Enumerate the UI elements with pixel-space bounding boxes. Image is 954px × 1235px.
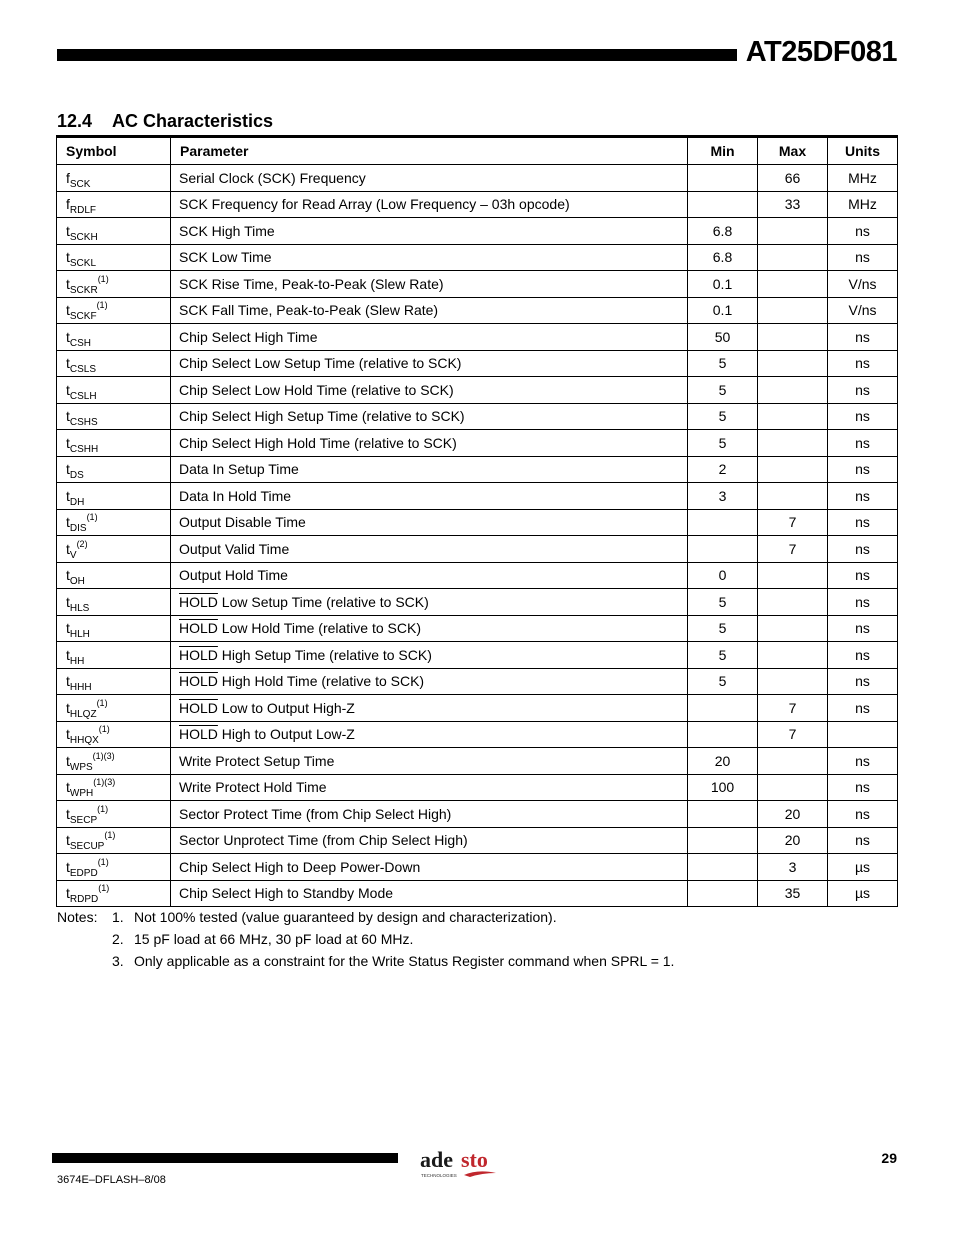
units-cell: ns bbox=[828, 642, 898, 669]
min-cell bbox=[688, 536, 758, 563]
parameter-cell bbox=[171, 854, 688, 881]
page-number: 29 bbox=[881, 1150, 897, 1166]
symbol-subscript: CSHS bbox=[69, 417, 98, 429]
svg-text:ade: ade bbox=[420, 1148, 453, 1172]
max-cell bbox=[758, 483, 828, 510]
symbol-letter: t bbox=[66, 355, 70, 372]
max-cell bbox=[758, 324, 828, 351]
parameter-cell bbox=[171, 403, 688, 430]
symbol-subscript: HLH bbox=[69, 629, 90, 641]
units-cell: ns bbox=[828, 562, 898, 589]
symbol-cell bbox=[57, 695, 171, 722]
parameter-text: SCK Fall Time, Peak-to-Peak (Slew Rate) bbox=[179, 302, 439, 319]
max-cell: 7 bbox=[758, 695, 828, 722]
parameter-cell bbox=[171, 456, 688, 483]
parameter-text: SCK High Time bbox=[179, 222, 275, 239]
units-cell: ns bbox=[828, 218, 898, 245]
max-cell bbox=[758, 774, 828, 801]
parameter-cell bbox=[171, 562, 688, 589]
parameter-cell bbox=[171, 827, 688, 854]
min-cell: 0 bbox=[688, 562, 758, 589]
min-cell: 5 bbox=[688, 377, 758, 404]
table-row bbox=[57, 721, 898, 748]
document-title: AT25DF081 bbox=[745, 36, 897, 68]
symbol-subscript: WPS bbox=[69, 761, 93, 773]
min-cell bbox=[688, 165, 758, 192]
units-cell: MHz bbox=[828, 191, 898, 218]
hold-signal-label: HOLD bbox=[179, 673, 218, 690]
table-row bbox=[57, 271, 898, 298]
parameter-text: Serial Clock (SCK) Frequency bbox=[179, 169, 366, 186]
symbol-subscript: HHQX bbox=[69, 735, 99, 747]
table-row bbox=[57, 801, 898, 828]
symbol-letter: t bbox=[66, 249, 70, 266]
parameter-text: Output Valid Time bbox=[179, 540, 290, 557]
symbol-subscript: WPH bbox=[69, 788, 94, 800]
min-cell: 100 bbox=[688, 774, 758, 801]
parameter-text: High Hold Time (relative to SCK) bbox=[217, 673, 425, 690]
parameter-text: High Setup Time (relative to SCK) bbox=[217, 646, 432, 663]
table-row bbox=[57, 854, 898, 881]
symbol-letter: t bbox=[66, 567, 70, 584]
parameter-cell bbox=[171, 695, 688, 722]
parameter-text: Data In Setup Time bbox=[179, 461, 299, 478]
units-cell: ns bbox=[828, 615, 898, 642]
symbol-cell bbox=[57, 403, 171, 430]
hold-signal-label: HOLD bbox=[179, 726, 218, 743]
table-row bbox=[57, 562, 898, 589]
note-text: 15 pF load at 66 MHz, 30 pF load at 60 MHz. bbox=[134, 931, 414, 947]
parameter-cell bbox=[171, 165, 688, 192]
symbol-letter: t bbox=[66, 779, 70, 796]
symbol-note-ref: (1) bbox=[104, 830, 116, 841]
symbol-letter: t bbox=[66, 487, 70, 504]
hold-signal-label: HOLD bbox=[179, 699, 218, 716]
symbol-subscript: HH bbox=[69, 655, 85, 667]
max-cell: 7 bbox=[758, 721, 828, 748]
symbol-note-ref: (1) bbox=[97, 856, 109, 867]
parameter-cell bbox=[171, 244, 688, 271]
parameter-text: Chip Select High to Deep Power-Down bbox=[179, 858, 421, 875]
note-number: 1. bbox=[112, 909, 124, 925]
table-row bbox=[57, 430, 898, 457]
symbol-subscript: CSLS bbox=[69, 364, 97, 376]
units-cell: ns bbox=[828, 668, 898, 695]
max-cell bbox=[758, 271, 828, 298]
adesto-logo bbox=[420, 1148, 502, 1185]
units-cell: MHz bbox=[828, 165, 898, 192]
min-cell: 5 bbox=[688, 642, 758, 669]
symbol-letter: t bbox=[66, 328, 70, 345]
parameter-cell bbox=[171, 668, 688, 695]
note-text: Only applicable as a constraint for the Write Status Register command when SPRL = 1. bbox=[134, 953, 675, 969]
table-row bbox=[57, 774, 898, 801]
table-row bbox=[57, 218, 898, 245]
symbol-cell bbox=[57, 774, 171, 801]
units-cell: ns bbox=[828, 509, 898, 536]
note-number: 2. bbox=[112, 931, 124, 947]
table-row bbox=[57, 244, 898, 271]
symbol-cell bbox=[57, 668, 171, 695]
symbol-note-ref: (1) bbox=[97, 803, 109, 814]
min-cell: 2 bbox=[688, 456, 758, 483]
units-cell: ns bbox=[828, 589, 898, 616]
units-cell: µs bbox=[828, 880, 898, 907]
header-rule bbox=[57, 49, 737, 61]
table-row bbox=[57, 642, 898, 669]
min-cell bbox=[688, 854, 758, 881]
hold-signal-label: HOLD bbox=[179, 646, 218, 663]
note-number: 3. bbox=[112, 953, 124, 969]
symbol-cell bbox=[57, 377, 171, 404]
symbol-subscript: RDPD bbox=[69, 894, 99, 906]
table-row bbox=[57, 536, 898, 563]
symbol-subscript: DS bbox=[69, 470, 84, 482]
parameter-text: Chip Select High to Standby Mode bbox=[179, 885, 394, 902]
symbol-letter: t bbox=[66, 646, 70, 663]
symbol-subscript: DIS bbox=[69, 523, 87, 535]
units-cell: µs bbox=[828, 854, 898, 881]
min-cell: 5 bbox=[688, 350, 758, 377]
max-cell bbox=[758, 615, 828, 642]
header-max: Max bbox=[758, 137, 828, 165]
parameter-cell bbox=[171, 191, 688, 218]
symbol-note-ref: (1)(3) bbox=[92, 750, 115, 761]
parameter-cell bbox=[171, 801, 688, 828]
symbol-letter: t bbox=[66, 408, 70, 425]
parameter-cell bbox=[171, 509, 688, 536]
symbol-letter: t bbox=[66, 222, 70, 239]
min-cell: 5 bbox=[688, 430, 758, 457]
notes-label: Notes: bbox=[57, 909, 98, 925]
symbol-note-ref: (2) bbox=[76, 538, 88, 549]
symbol-cell bbox=[57, 350, 171, 377]
svg-text:TECHNOLOGIES: TECHNOLOGIES bbox=[421, 1173, 457, 1178]
parameter-cell bbox=[171, 271, 688, 298]
units-cell: ns bbox=[828, 403, 898, 430]
table-row bbox=[57, 748, 898, 775]
header-parameter: Parameter bbox=[171, 137, 688, 165]
max-cell: 20 bbox=[758, 827, 828, 854]
symbol-cell bbox=[57, 801, 171, 828]
max-cell bbox=[758, 748, 828, 775]
symbol-subscript: SCKL bbox=[69, 258, 97, 270]
parameter-cell bbox=[171, 589, 688, 616]
units-cell: ns bbox=[828, 456, 898, 483]
parameter-cell bbox=[171, 748, 688, 775]
max-cell: 7 bbox=[758, 509, 828, 536]
min-cell: 0.1 bbox=[688, 297, 758, 324]
parameter-cell bbox=[171, 642, 688, 669]
symbol-cell bbox=[57, 191, 171, 218]
symbol-note-ref: (1) bbox=[98, 883, 110, 894]
symbol-cell bbox=[57, 642, 171, 669]
symbol-cell bbox=[57, 721, 171, 748]
symbol-letter: t bbox=[66, 673, 70, 690]
table-row bbox=[57, 377, 898, 404]
symbol-letter: t bbox=[66, 593, 70, 610]
parameter-text: Chip Select Low Setup Time (relative to SCK) bbox=[179, 355, 462, 372]
section-number: 12.4 bbox=[57, 111, 93, 131]
parameter-cell bbox=[171, 297, 688, 324]
symbol-letter: t bbox=[66, 832, 70, 849]
symbol-subscript: SCK bbox=[69, 178, 91, 190]
symbol-subscript: HHH bbox=[69, 682, 92, 694]
symbol-cell bbox=[57, 854, 171, 881]
symbol-cell bbox=[57, 509, 171, 536]
max-cell bbox=[758, 297, 828, 324]
max-cell: 33 bbox=[758, 191, 828, 218]
min-cell bbox=[688, 721, 758, 748]
parameter-text: Write Protect Setup Time bbox=[179, 752, 335, 769]
parameter-cell bbox=[171, 880, 688, 907]
units-cell: ns bbox=[828, 324, 898, 351]
max-cell bbox=[758, 218, 828, 245]
max-cell bbox=[758, 589, 828, 616]
symbol-letter: t bbox=[66, 858, 70, 875]
symbol-letter: t bbox=[66, 275, 70, 292]
parameter-text: Output Hold Time bbox=[179, 567, 288, 584]
symbol-cell bbox=[57, 430, 171, 457]
symbol-subscript: OH bbox=[69, 576, 85, 588]
units-cell: ns bbox=[828, 774, 898, 801]
parameter-cell bbox=[171, 483, 688, 510]
min-cell: 5 bbox=[688, 668, 758, 695]
ac-characteristics-table bbox=[56, 135, 898, 907]
min-cell: 0.1 bbox=[688, 271, 758, 298]
note-text: Not 100% tested (value guaranteed by design and characterization). bbox=[134, 909, 557, 925]
min-cell bbox=[688, 801, 758, 828]
max-cell bbox=[758, 430, 828, 457]
min-cell: 3 bbox=[688, 483, 758, 510]
min-cell: 20 bbox=[688, 748, 758, 775]
units-cell: ns bbox=[828, 483, 898, 510]
symbol-subscript: V bbox=[69, 549, 77, 561]
svg-text:sto: sto bbox=[461, 1148, 488, 1172]
table-row bbox=[57, 668, 898, 695]
parameter-cell bbox=[171, 218, 688, 245]
min-cell bbox=[688, 695, 758, 722]
units-cell: ns bbox=[828, 801, 898, 828]
hold-signal-label: HOLD bbox=[179, 620, 218, 637]
table-row bbox=[57, 615, 898, 642]
parameter-text: Chip Select Low Hold Time (relative to SCK) bbox=[179, 381, 454, 398]
symbol-letter: t bbox=[66, 514, 70, 531]
symbol-subscript: RDLF bbox=[69, 205, 97, 217]
symbol-cell bbox=[57, 748, 171, 775]
symbol-cell bbox=[57, 483, 171, 510]
max-cell bbox=[758, 562, 828, 589]
max-cell bbox=[758, 244, 828, 271]
symbol-cell bbox=[57, 324, 171, 351]
min-cell: 50 bbox=[688, 324, 758, 351]
parameter-text: Chip Select High Setup Time (relative to SCK) bbox=[179, 408, 465, 425]
header-symbol: Symbol bbox=[57, 137, 171, 165]
max-cell bbox=[758, 403, 828, 430]
symbol-subscript: SCKH bbox=[69, 231, 98, 243]
symbol-subscript: SCKF bbox=[69, 311, 97, 323]
units-cell: ns bbox=[828, 695, 898, 722]
parameter-text: Chip Select High Time bbox=[179, 328, 318, 345]
symbol-cell bbox=[57, 456, 171, 483]
symbol-note-ref: (1) bbox=[96, 697, 108, 708]
parameter-text: Chip Select High Hold Time (relative to SCK) bbox=[179, 434, 457, 451]
symbol-letter: t bbox=[66, 461, 70, 478]
parameter-text: Write Protect Hold Time bbox=[179, 779, 327, 796]
units-cell: V/ns bbox=[828, 297, 898, 324]
table-row bbox=[57, 880, 898, 907]
max-cell: 7 bbox=[758, 536, 828, 563]
parameter-text: Low Hold Time (relative to SCK) bbox=[217, 620, 421, 637]
min-cell bbox=[688, 827, 758, 854]
units-cell: ns bbox=[828, 536, 898, 563]
parameter-text: Low Setup Time (relative to SCK) bbox=[217, 593, 429, 610]
symbol-subscript: CSH bbox=[69, 337, 92, 349]
symbol-subscript: DH bbox=[69, 496, 85, 508]
symbol-letter: t bbox=[66, 752, 70, 769]
max-cell bbox=[758, 350, 828, 377]
table-row bbox=[57, 191, 898, 218]
units-cell: ns bbox=[828, 430, 898, 457]
min-cell bbox=[688, 191, 758, 218]
parameter-cell bbox=[171, 615, 688, 642]
section-title: AC Characteristics bbox=[112, 111, 274, 131]
table-row bbox=[57, 483, 898, 510]
symbol-letter: t bbox=[66, 302, 70, 319]
max-cell: 20 bbox=[758, 801, 828, 828]
symbol-cell bbox=[57, 827, 171, 854]
table-row bbox=[57, 165, 898, 192]
symbol-subscript: CSHH bbox=[69, 443, 99, 455]
units-cell: V/ns bbox=[828, 271, 898, 298]
parameter-text: SCK Rise Time, Peak-to-Peak (Slew Rate) bbox=[179, 275, 444, 292]
symbol-letter: t bbox=[66, 381, 70, 398]
symbol-cell bbox=[57, 615, 171, 642]
table-row bbox=[57, 456, 898, 483]
max-cell bbox=[758, 642, 828, 669]
symbol-note-ref: (1)(3) bbox=[93, 777, 116, 788]
parameter-text: SCK Frequency for Read Array (Low Frequency – 03h opcode) bbox=[179, 196, 570, 213]
parameter-cell bbox=[171, 377, 688, 404]
symbol-note-ref: (1) bbox=[86, 512, 98, 523]
min-cell: 5 bbox=[688, 615, 758, 642]
symbol-letter: t bbox=[66, 805, 70, 822]
symbol-subscript: HLQZ bbox=[69, 708, 97, 720]
max-cell: 35 bbox=[758, 880, 828, 907]
units-cell: ns bbox=[828, 377, 898, 404]
symbol-letter: t bbox=[66, 699, 70, 716]
hold-signal-label: HOLD bbox=[179, 593, 218, 610]
table-row bbox=[57, 403, 898, 430]
symbol-cell bbox=[57, 165, 171, 192]
parameter-text: Low to Output High-Z bbox=[217, 699, 355, 716]
parameter-text: High to Output Low-Z bbox=[217, 726, 355, 743]
parameter-text: Output Disable Time bbox=[179, 514, 306, 531]
symbol-cell bbox=[57, 880, 171, 907]
units-cell: ns bbox=[828, 244, 898, 271]
symbol-subscript: CSLH bbox=[69, 390, 97, 402]
table-row bbox=[57, 695, 898, 722]
symbol-letter: t bbox=[66, 885, 70, 902]
document-id: 3674E–DFLASH–8/08 bbox=[57, 1174, 166, 1186]
symbol-cell bbox=[57, 218, 171, 245]
table-row bbox=[57, 324, 898, 351]
units-cell: ns bbox=[828, 748, 898, 775]
max-cell bbox=[758, 456, 828, 483]
footer-rule bbox=[52, 1153, 398, 1163]
symbol-cell bbox=[57, 297, 171, 324]
parameter-cell bbox=[171, 324, 688, 351]
symbol-letter: f bbox=[66, 196, 70, 213]
symbol-letter: t bbox=[66, 540, 70, 557]
symbol-letter: t bbox=[66, 726, 70, 743]
symbol-subscript: SCKR bbox=[69, 284, 98, 296]
max-cell: 66 bbox=[758, 165, 828, 192]
table-row bbox=[57, 589, 898, 616]
symbol-cell bbox=[57, 562, 171, 589]
symbol-subscript: SECUP bbox=[69, 841, 105, 853]
symbol-letter: f bbox=[66, 169, 70, 186]
parameter-cell bbox=[171, 350, 688, 377]
min-cell bbox=[688, 509, 758, 536]
symbol-subscript: EDPD bbox=[69, 867, 98, 879]
parameter-cell bbox=[171, 536, 688, 563]
min-cell: 5 bbox=[688, 589, 758, 616]
section-heading bbox=[57, 110, 273, 132]
parameter-text: SCK Low Time bbox=[179, 249, 272, 266]
min-cell bbox=[688, 880, 758, 907]
header-min: Min bbox=[688, 137, 758, 165]
units-cell: ns bbox=[828, 350, 898, 377]
min-cell: 5 bbox=[688, 403, 758, 430]
parameter-cell bbox=[171, 430, 688, 457]
symbol-subscript: SECP bbox=[69, 814, 98, 826]
table-header-row bbox=[57, 137, 898, 165]
symbol-cell bbox=[57, 244, 171, 271]
symbol-note-ref: (1) bbox=[98, 724, 110, 735]
min-cell: 6.8 bbox=[688, 218, 758, 245]
table-row bbox=[57, 827, 898, 854]
units-cell: ns bbox=[828, 827, 898, 854]
table-row bbox=[57, 350, 898, 377]
symbol-letter: t bbox=[66, 620, 70, 637]
symbol-cell bbox=[57, 589, 171, 616]
symbol-cell bbox=[57, 271, 171, 298]
units-cell bbox=[828, 721, 898, 748]
parameter-text: Data In Hold Time bbox=[179, 487, 292, 504]
table-row bbox=[57, 509, 898, 536]
max-cell bbox=[758, 377, 828, 404]
min-cell: 6.8 bbox=[688, 244, 758, 271]
header-units: Units bbox=[828, 137, 898, 165]
parameter-text: Sector Protect Time (from Chip Select High) bbox=[179, 805, 452, 822]
parameter-cell bbox=[171, 721, 688, 748]
symbol-cell bbox=[57, 536, 171, 563]
max-cell bbox=[758, 668, 828, 695]
symbol-subscript: HLS bbox=[69, 602, 90, 614]
symbol-letter: t bbox=[66, 434, 70, 451]
table-row bbox=[57, 297, 898, 324]
max-cell: 3 bbox=[758, 854, 828, 881]
symbol-note-ref: (1) bbox=[97, 273, 109, 284]
parameter-cell bbox=[171, 774, 688, 801]
symbol-note-ref: (1) bbox=[96, 300, 108, 311]
parameter-text: Sector Unprotect Time (from Chip Select High) bbox=[179, 832, 468, 849]
